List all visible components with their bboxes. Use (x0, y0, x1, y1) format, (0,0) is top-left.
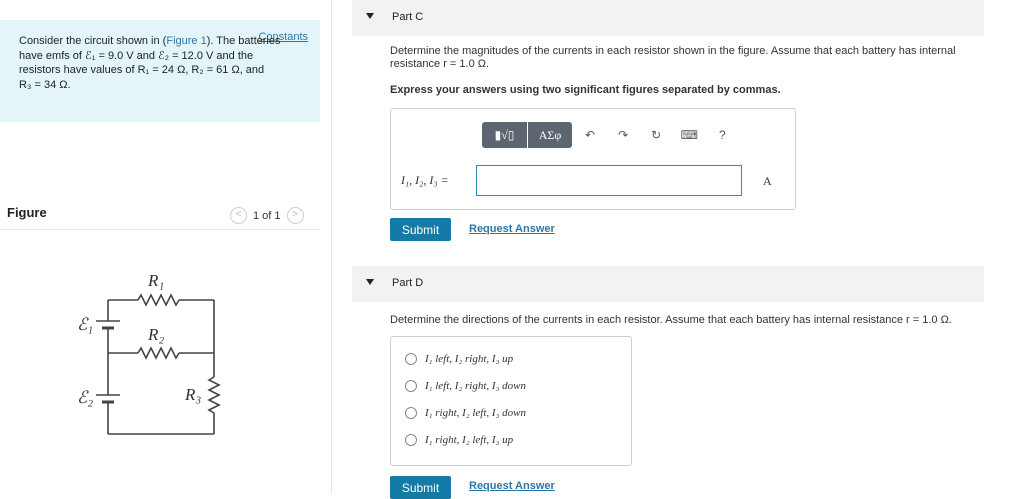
part-c-question-line2: resistance r = 1.0 Ω. (390, 58, 490, 70)
answer-unit: A (763, 174, 772, 188)
option-1[interactable] (405, 353, 513, 369)
label-r3: R₃ (185, 385, 202, 404)
prev-figure-button[interactable]: < (230, 207, 247, 224)
collapse-triangle-icon[interactable] (366, 13, 374, 19)
constants-link[interactable]: Constants (258, 31, 308, 43)
reset-icon[interactable]: ↻ (651, 128, 662, 142)
part-d-title: Part D (392, 277, 424, 289)
option-label: I₁ right, I₂ left, I₃ up (425, 434, 514, 447)
templates-button[interactable]: ▮√▯ (482, 122, 527, 148)
option-label: I₁ left, I₂ right, I₃ down (425, 380, 526, 393)
part-c-question (390, 45, 956, 71)
part-d-submit-button[interactable]: Submit (390, 476, 451, 499)
battery-e1 (96, 321, 120, 328)
problem-statement (19, 34, 314, 92)
math-toolbar (482, 122, 737, 150)
circuit-diagram (60, 262, 260, 442)
resistor-r2 (138, 348, 179, 358)
redo-icon[interactable]: ↷ (618, 128, 629, 142)
problem-line3: resistors have values of R₁ = 24 Ω, R₂ = 61 Ω, and (19, 64, 265, 76)
radio-button[interactable] (405, 380, 417, 392)
problem-line1-post: ). The batteries (206, 35, 281, 47)
problem-line1-pre: Consider the circuit shown in ( (19, 35, 167, 47)
keyboard-icon[interactable]: ⌨ (680, 128, 698, 142)
radio-button[interactable] (405, 353, 417, 365)
part-d-question: Determine the directions of the currents in each resistor. Assume that each battery has internal resistance r = 1.0 Ω. (390, 314, 952, 326)
option-4[interactable] (405, 434, 513, 450)
part-d-request-answer-link[interactable]: Request Answer (469, 480, 555, 492)
part-c-instruction: Express your answers using two significant figures separated by commas. (390, 84, 781, 96)
column-divider (331, 0, 332, 494)
part-c-request-answer-link[interactable]: Request Answer (469, 223, 555, 235)
figure-divider (0, 229, 320, 230)
part-c-submit-button[interactable]: Submit (390, 218, 451, 241)
resistor-r3 (209, 377, 219, 413)
greek-symbols-button[interactable]: ΑΣφ (528, 122, 572, 148)
figure-pager (230, 207, 304, 225)
problem-line2: have emfs of ℰ₁ = 9.0 V and ℰ₂ = 12.0 V and the (19, 49, 254, 62)
part-c-question-line1: Determine the magnitudes of the currents in each resistor shown in the figure. Assume that each battery has internal (390, 45, 956, 57)
resistor-r1 (138, 295, 179, 305)
option-3[interactable] (405, 407, 526, 423)
option-label: I₁ left, I₂ right, I₃ up (425, 353, 514, 366)
label-e1: ℰ₁ (77, 315, 94, 334)
label-r2: R₂ (148, 325, 165, 344)
figure-heading: Figure (7, 205, 47, 220)
label-e2: ℰ₂ (77, 388, 94, 407)
radio-button[interactable] (405, 434, 417, 446)
answer-input[interactable] (476, 165, 742, 196)
figure-link[interactable]: Figure 1 (166, 35, 207, 47)
battery-e2 (96, 395, 120, 402)
collapse-triangle-icon[interactable] (366, 279, 374, 285)
next-figure-button[interactable]: > (287, 207, 304, 224)
answer-label: I₁, I₂, I₃ = (401, 173, 449, 187)
problem-line4: R₃ = 34 Ω. (19, 78, 71, 91)
option-2[interactable] (405, 380, 526, 396)
label-r1: R₁ (148, 271, 165, 290)
part-c-header[interactable] (352, 0, 984, 36)
figure-count: 1 of 1 (253, 209, 281, 222)
option-label: I₁ right, I₂ left, I₃ down (425, 407, 526, 420)
radio-button[interactable] (405, 407, 417, 419)
part-c-title: Part C (392, 11, 424, 23)
help-icon[interactable]: ? (718, 128, 726, 142)
part-d-header[interactable] (352, 266, 984, 302)
undo-icon[interactable]: ↶ (585, 128, 596, 142)
